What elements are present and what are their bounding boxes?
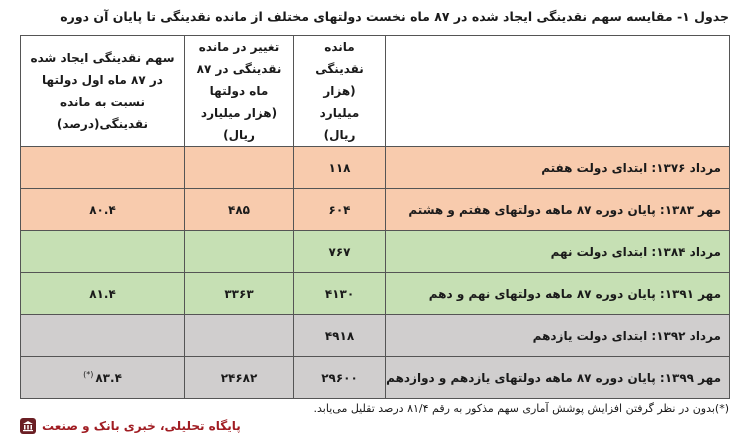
row-balance: ۲۹۶۰۰ [294,357,386,399]
row-label: مرداد ۱۳۷۶: ابتدای دولت هفتم [386,147,730,189]
row-balance: ۱۱۸ [294,147,386,189]
brand-text: پایگاه تحلیلی، خبری بانک و صنعت [42,419,241,433]
row-share: ۸۱.۴ [21,273,185,315]
table-row [21,273,730,315]
table-row [21,231,730,273]
brand-watermark [20,418,241,434]
row-share [21,315,185,357]
row-balance: ۴۱۳۰ [294,273,386,315]
footnote: (*)بدون در نظر گرفتن افزایش پوشش آماری سهم مذکور به رقم ۸۱/۴ درصد تقلیل می‌یابد. [313,402,729,415]
liquidity-table [20,35,730,399]
table-title: جدول ۱- مقایسه سهم نقدینگی ایجاد شده در ۸۷ ماه نخست دولتهای مختلف از مانده نقدینگی تا پایان آن دوره [60,9,729,24]
row-share [21,147,185,189]
row-share [21,231,185,273]
row-balance: ۷۶۷ [294,231,386,273]
row-share: ۸۰.۴ [21,189,185,231]
table-row [21,315,730,357]
bank-logo-icon [20,418,36,434]
header-label-cell [386,36,730,147]
table-row [21,189,730,231]
header-share: سهم نقدینگی ایجاد شده در ۸۷ ماه اول دولتها نسبت به مانده نقدینگی(درصد) [21,36,185,147]
row-balance: ۴۹۱۸ [294,315,386,357]
table-row [21,147,730,189]
row-label: مرداد ۱۳۸۴: ابتدای دولت نهم [386,231,730,273]
header-change: تغییر در مانده نقدینگی در ۸۷ ماه دولتها (هزار میلیارد ریال) [185,36,294,147]
row-change: ۲۴۶۸۲ [185,357,294,399]
row-label: مهر ۱۳۹۹: پایان دوره ۸۷ ماهه دولتهای یازدهم و دوازدهم [386,357,730,399]
row-change [185,231,294,273]
row-label: مرداد ۱۳۹۲: ابتدای دولت یازدهم [386,315,730,357]
row-balance: ۶۰۴ [294,189,386,231]
row-label: مهر ۱۳۸۳: پایان دوره ۸۷ ماهه دولتهای هفتم و هشتم [386,189,730,231]
row-share: ۸۳.۴ [95,371,122,385]
row-change: ۳۳۶۳ [185,273,294,315]
header-balance: مانده نقدینگی (هزار میلیارد ریال) [294,36,386,147]
row-change [185,147,294,189]
row-change: ۴۸۵ [185,189,294,231]
table-row [21,357,730,399]
row-share-cell [21,357,185,399]
row-label: مهر ۱۳۹۱: پایان دوره ۸۷ ماهه دولتهای نهم و دهم [386,273,730,315]
footnote-marker: (*) [83,370,94,379]
row-change [185,315,294,357]
